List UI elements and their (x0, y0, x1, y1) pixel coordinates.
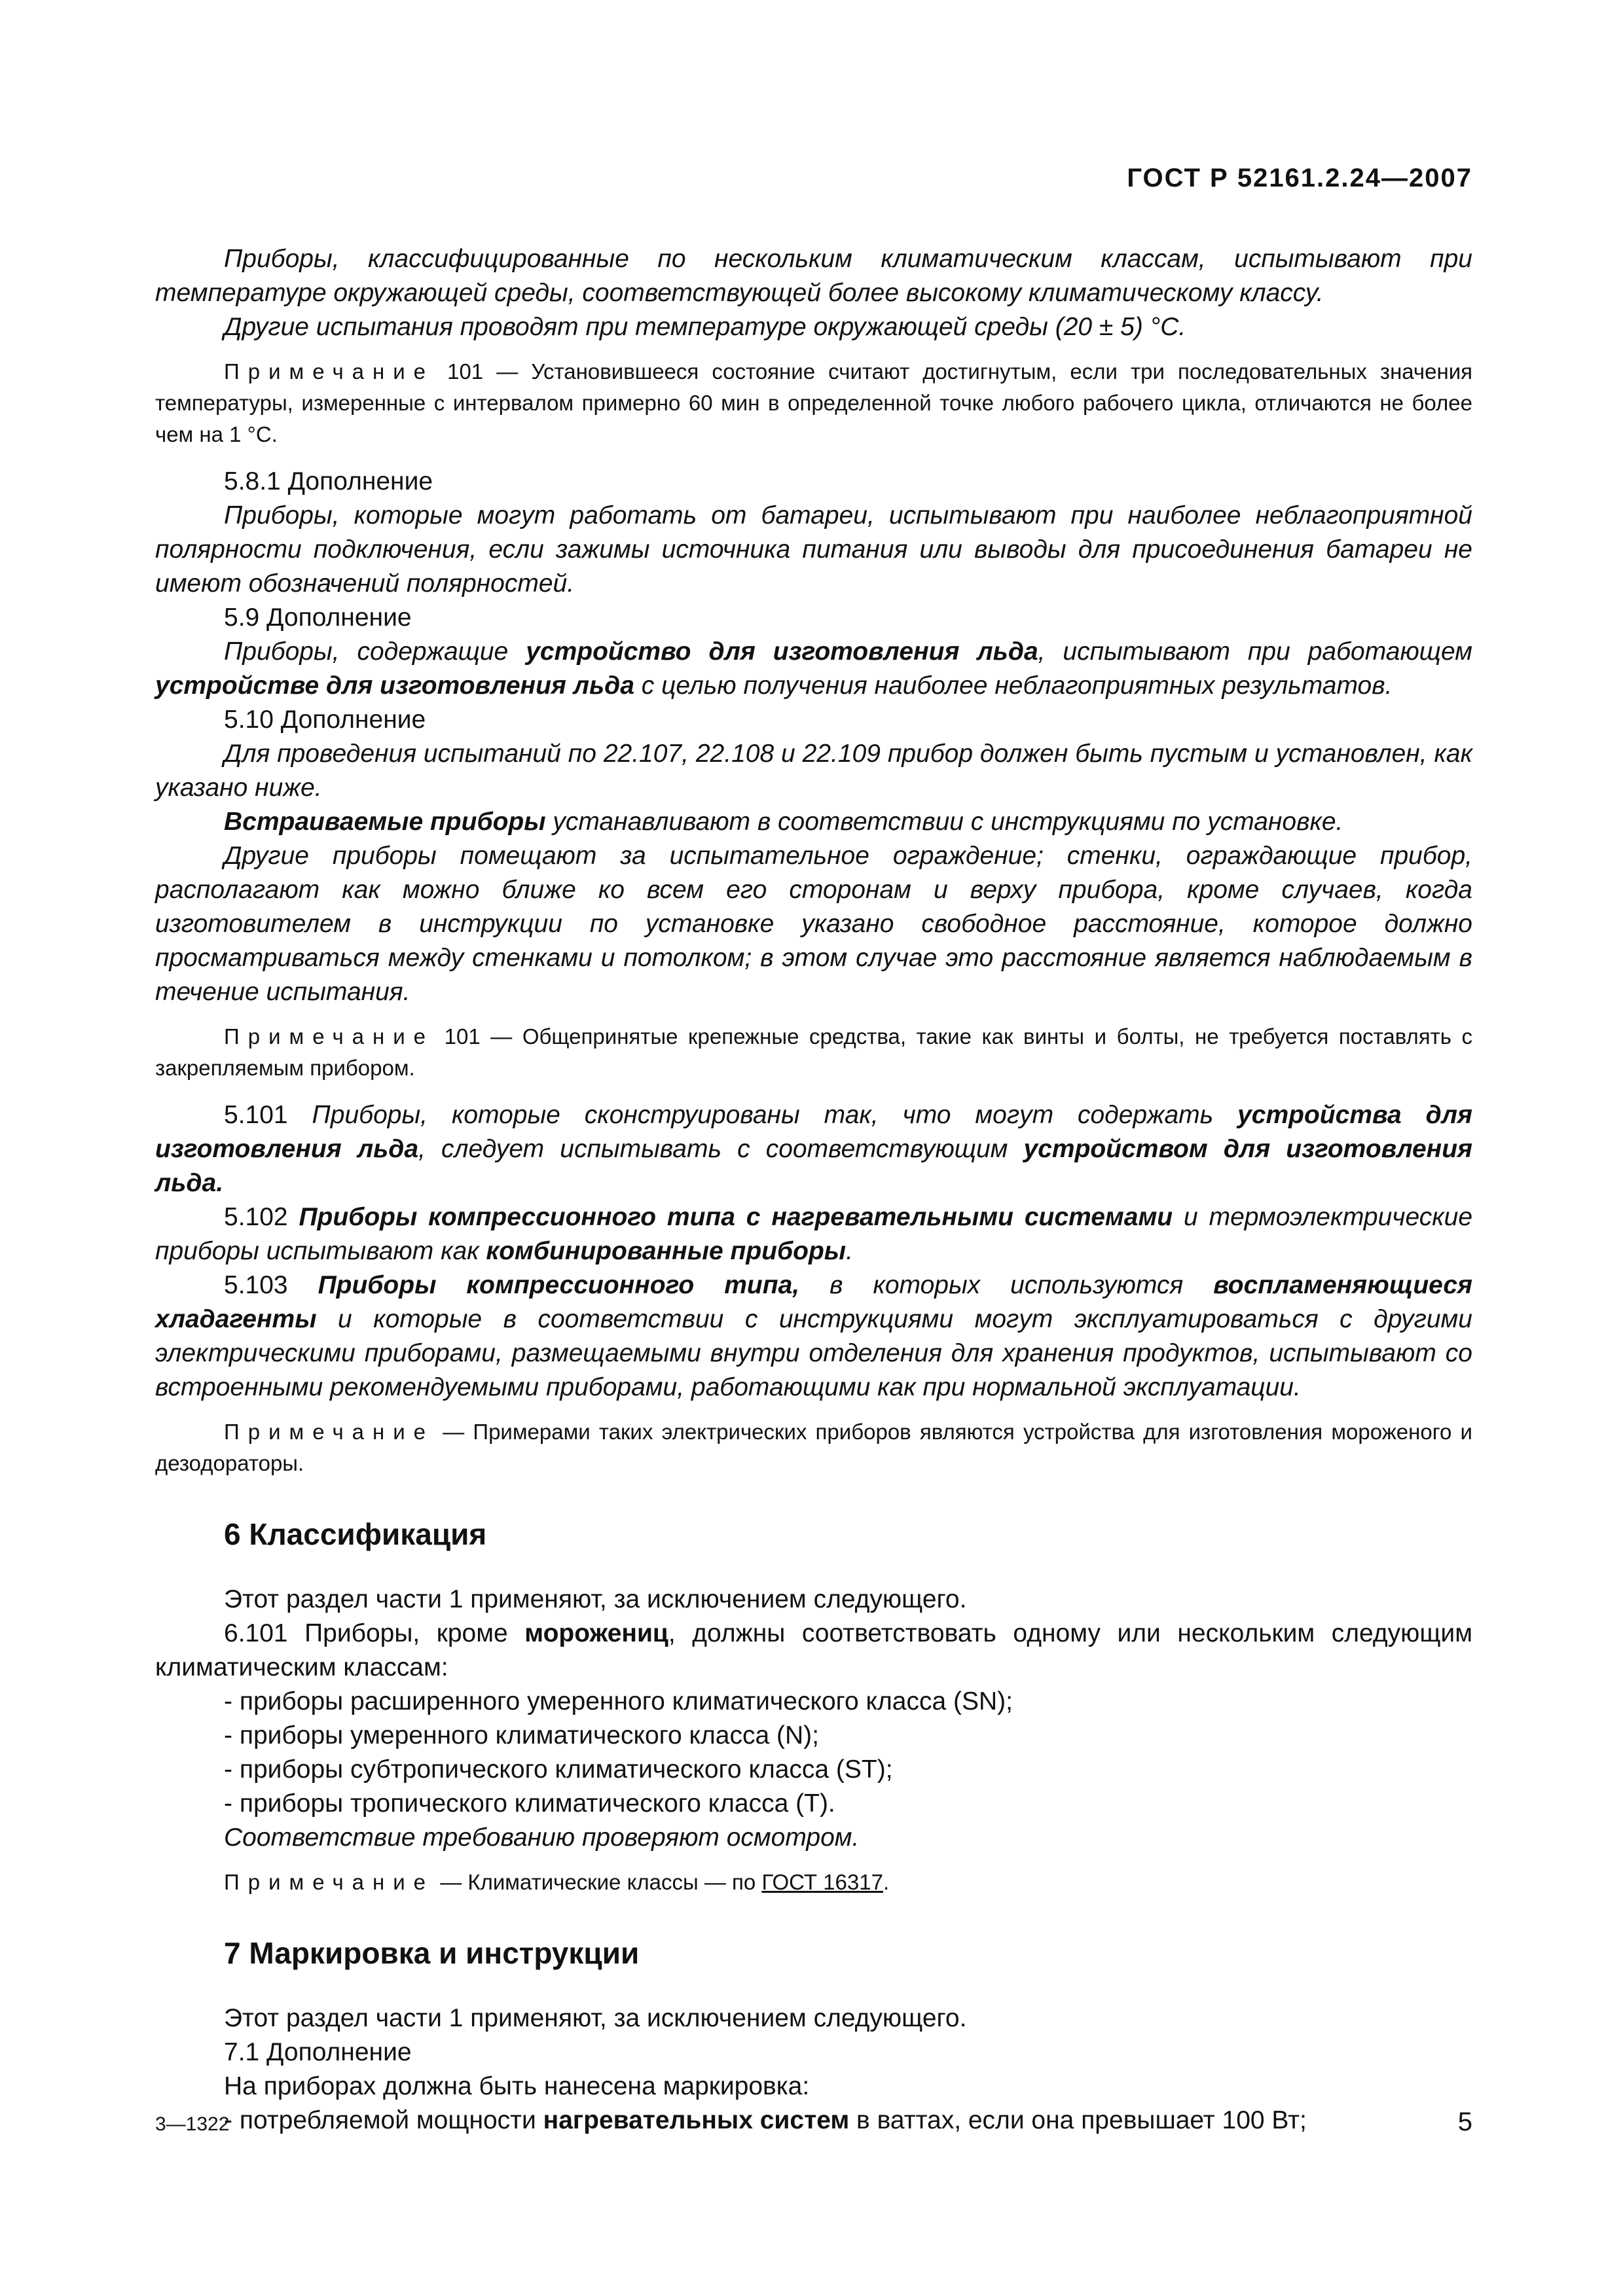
note: Примечание — Климатические классы — по ГОСТ 16317. (224, 1870, 890, 1894)
footer-code: 3—1322 (155, 2113, 230, 2135)
term: Встраиваемые приборы (224, 808, 546, 836)
subsection-heading: 5.9 Дополнение (224, 603, 412, 632)
document-body (155, 242, 1472, 2138)
page-number: 5 (1457, 2108, 1472, 2136)
paragraph: Для проведения испытаний по 22.107, 22.108 и 22.109 прибор должен быть пустым и установлен, как указано ниже. (155, 740, 1472, 802)
paragraph: Встраиваемые приборы устанавливают в соответствии с инструкциями по установке. (224, 808, 1343, 836)
note-text: 101 — Общепринятые крепежные средства, такие как винты и болты, не требуется поставлять с закрепляемым прибором. (155, 1024, 1473, 1080)
section-heading: 7 Маркировка и инструкции (224, 1936, 640, 1970)
paragraph: Приборы, которые могут работать от батареи, испытывают при наиболее неблагоприятной полярности подключения, если зажимы источника питания или выводы для присоединения батареи не имеют обозначений полярностей. (155, 501, 1472, 598)
paragraph: На приборах должна быть нанесена маркировка: (224, 2072, 810, 2100)
term: устройства для изготовления льда (155, 1101, 1472, 1163)
note (155, 356, 1472, 450)
paragraph: 5.103 Приборы компрессионного типа, в которых используются воспламеняющиеся хладагенты и которые в соответствии с инструкциями могут эксплуатироваться с другими электрическими приборами, размещаемыми внутри отделения для хранения продуктов, испытывают со встроенными рекомендуемыми приборами, работающими как при нормальной эксплуатации. (155, 1271, 1472, 1401)
note-label: Примечание (224, 1870, 435, 1894)
paragraph: Другие приборы помещают за испытательное ограждение; стенки, ограждающие прибор, располагают как можно ближе ко всем его сторонам и верху прибора, кроме случаев, когда изготовителем в инструкции по установке указано свободное расстояние, которое должно просматриваться между стенками и потолком; в этом случае это расстояние является наблюдаемым в течение испытания. (155, 842, 1472, 1006)
note (155, 1021, 1472, 1084)
standard-link[interactable]: ГОСТ 16317 (761, 1870, 883, 1894)
paragraph: 5.101 Приборы, которые сконструированы так, что могут содержать устройства для изготовления льда, следует испытывать с соответствующим устройством для изготовления льда. (155, 1101, 1473, 1197)
document-header: ГОСТ Р 52161.2.24—2007 (1127, 164, 1472, 192)
term: устройством для изготовления льда. (155, 1135, 1473, 1197)
paragraph: Приборы, классифицированные по нескольким климатическим классам, испытывают при температуре окружающей среды, соответствующей более высокому климатическому классу. (155, 245, 1472, 307)
term: устройство для изготовления льда (526, 637, 1038, 666)
subsection-heading: 7.1 Дополнение (224, 2038, 412, 2066)
paragraph: 5.102 Приборы компрессионного типа с нагревательными системами и термоэлектрические приборы испытывают как комбинированные приборы. (155, 1203, 1473, 1265)
note (155, 1416, 1472, 1479)
paragraph: Приборы, содержащие устройство для изготовления льда, испытывают при работающем устройстве для изготовления льда с целью получения наиболее неблагоприятных результатов. (155, 637, 1472, 700)
list-item: - потребляемой мощности нагревательных систем в ваттах, если она превышает 100 Вт; (224, 2106, 1307, 2134)
paragraph: 6.101 Приборы, кроме морожениц, должны соответствовать одному или нескольким следующим климатическим классам: (155, 1619, 1473, 1681)
section-heading: 6 Классификация (224, 1517, 487, 1551)
note-label: Примечание (224, 1420, 435, 1444)
term: Приборы компрессионного типа, (318, 1271, 800, 1299)
subsection-heading: 5.8.1 Дополнение (224, 467, 433, 495)
term: нагревательных систем (543, 2106, 850, 2134)
paragraph: Этот раздел части 1 применяют, за исключением следующего. (224, 1585, 967, 1613)
term: устройстве для изготовления льда (155, 672, 634, 700)
list-item: - приборы расширенного умеренного климатического класса (SN); (224, 1687, 1013, 1715)
term: Приборы компрессионного типа с нагревательными системами (299, 1203, 1173, 1231)
list-item: - приборы умеренного климатического класса (N); (224, 1721, 819, 1749)
term: морожениц (524, 1619, 668, 1647)
paragraph: Этот раздел части 1 применяют, за исключением следующего. (224, 2004, 967, 2032)
note-text: — Примерами таких электрических приборов являются устройства для изготовления мороженого и дезодораторы. (155, 1420, 1472, 1475)
list-item: - приборы тропического климатического класса (Т). (224, 1789, 835, 1818)
term: комбинированные приборы (486, 1237, 847, 1265)
paragraph: Другие испытания проводят при температуре окружающей среды (20 ± 5) °С. (224, 313, 1186, 341)
list-item: - приборы субтропического климатического класса (ST); (224, 1755, 893, 1784)
note-label: Примечание (224, 359, 435, 384)
paragraph: Соответствие требованию проверяют осмотром. (224, 1823, 860, 1852)
note-label: Примечание (224, 1024, 435, 1049)
subsection-heading: 5.10 Дополнение (224, 706, 426, 734)
note-text: 101 — Установившееся состояние считают достигнутым, если три последовательных значения температуры, измеренные с интервалом примерно 60 мин в определенной точке любого рабочего цикла, отличаются не более чем на 1 °С. (155, 359, 1472, 446)
term: воспламеняющиеся хладагенты (155, 1271, 1472, 1333)
